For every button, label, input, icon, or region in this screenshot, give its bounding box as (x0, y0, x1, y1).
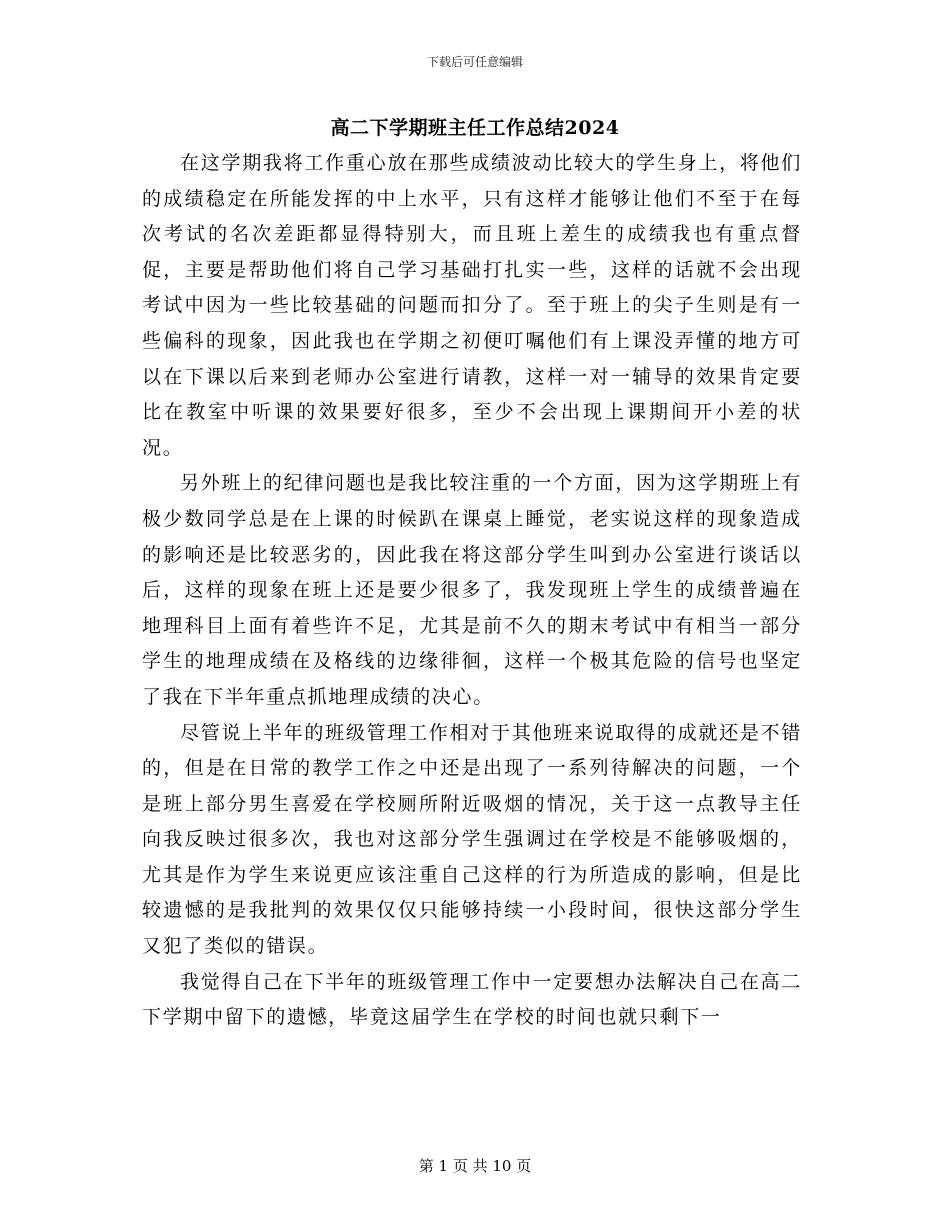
page-header-note: 下载后可任意编辑 (426, 55, 523, 69)
paragraph: 在这学期我将工作重心放在那些成绩波动比较大的学生身上，将他们的成绩稳定在所能发挥的中上水平，只有这样才能够让他们不至于在每次考试的名次差距都显得特别大，而且班上差生的成绩我也有重点督促，主要是帮助他们将自己学习基础打扎实一些，这样的话就不会出现考试中因为一些比较基础的问题而扣分了。至于班上的尖子生则是有一些偏科的现象，因此我也在学期之初便叮嘱他们有上课没弄懂的地方可以在下课以后来到老师办公室进行请教，这样一对一辅导的效果肯定要比在教室中听课的效果要好很多，至少不会出现上课期间开小差的状况。 (142, 152, 802, 459)
paragraph: 另外班上的纪律问题也是我比较注重的一个方面，因为这学期班上有极少数同学总是在上课的时候趴在课桌上睡觉，老实说这样的现象造成的影响还是比较恶劣的，因此我在将这部分学生叫到办公室进行谈话以后，这样的现象在班上还是要少很多了，我发现班上学生的成绩普遍在地理科目上面有着些许不足，尤其是前不久的期末考试中有相当一部分学生的地理成绩在及格线的边缘徘徊，这样一个极其危险的信号也坚定了我在下半年重点抓地理成绩的决心。 (142, 472, 802, 708)
paragraph: 我觉得自己在下半年的班级管理工作中一定要想办法解决自己在高二下学期中留下的遗憾，毕竟这届学生在学校的时间也就只剩下一 (142, 970, 802, 1029)
paragraph: 尽管说上半年的班级管理工作相对于其他班来说取得的成就还是不错的，但是在日常的教学工作之中还是出现了一系列待解决的问题，一个是班上部分男生喜爱在学校厕所附近吸烟的情况，关于这一点教导主任向我反映过很多次，我也对这部分学生强调过在学校是不能够吸烟的，尤其是作为学生来说更应该注重自己这样的行为所造成的影响，但是比较遗憾的是我批判的效果仅仅只能够持续一小段时间，很快这部分学生又犯了类似的错误。 (142, 721, 802, 958)
document-title: 高二下学期班主任工作总结2024 (330, 117, 620, 139)
document-body (142, 146, 802, 1036)
page-number-footer: 第 1 页 共 10 页 (418, 1157, 532, 1175)
